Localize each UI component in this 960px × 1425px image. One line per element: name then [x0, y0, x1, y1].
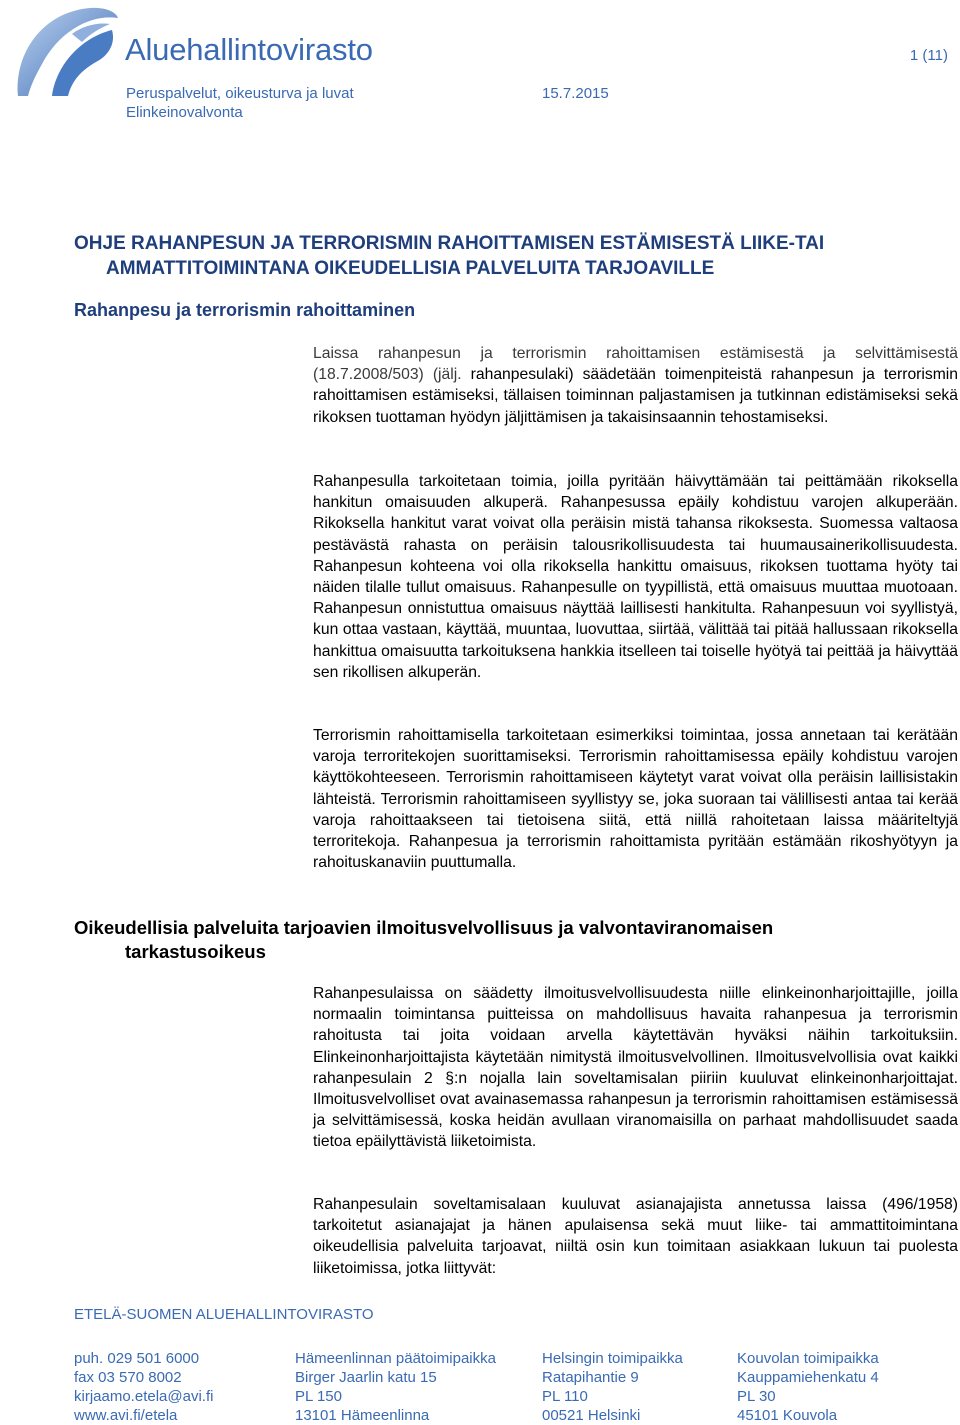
- footer-phone: puh. 029 501 6000: [74, 1350, 200, 1367]
- section2-heading-line-2: tarkastusoikeus: [125, 941, 266, 962]
- section1-paragraph-1: [313, 343, 958, 428]
- footer-contact: [74, 1349, 213, 1425]
- section2-paragraph-1: Rahanpesulaissa on säädetty ilmoitusvelvollisuudesta niille elinkeinonharjoittajille, joilla normaalin toimintansa puitteissa on mahdollisuus havaita rahanpesua ja terrorismin rahoitusta tai joita voidaan arvella käytettävän hyväksi näihin tarkoituksiin. Elinkeinonharjoittajista käytetään nimitystä ilmoitusvelvollinen. Ilmoitusvelvollisia ovat kaikki rahanpesulain 2 §:n nojalla lain soveltamisalan piiriin kuuluvat elinkeinonharjoittajat. Ilmoitusvelvolliset ovat avainasemassa rahanpesun ja terrorismin rahoittamisen estämisessä ja selvittämisessä, koska heidän avullaan viranomaisilla on parhaat mahdollisuudet saada tietoa epäilyttävistä liiketoimista.: [313, 985, 958, 1151]
- office-name: Hämeenlinnan päätoimipaikka: [295, 1350, 496, 1367]
- footer-office-hameenlinna: [295, 1349, 496, 1425]
- footer-office-kouvola: [737, 1349, 879, 1425]
- section1-heading: Rahanpesu ja terrorismin rahoittaminen: [74, 300, 416, 320]
- section2-heading: [74, 916, 894, 964]
- office-postal: 45101 Kouvola: [737, 1407, 838, 1424]
- footer-website-link[interactable]: www.avi.fi/etela: [74, 1407, 178, 1424]
- footer-fax: fax 03 570 8002: [74, 1369, 182, 1386]
- footer-office-helsinki: [542, 1349, 683, 1425]
- header-date: 15.7.2015: [542, 85, 609, 102]
- paragraph-rest: rahanpesulaki) säädetään toimenpiteistä rahanpesun ja terrorismin rahoittamisen estämiseksi, tällaisen toiminnan paljastamisen ja tutkinnan edistämiseksi sekä rikoksen tuottaman hyödyn jäljittämisen ja takaisinsaannin tehostamiseksi.: [313, 366, 958, 426]
- office-pobox: PL 30: [737, 1388, 776, 1405]
- section1-paragraph-3: Terrorismin rahoittamisella tarkoitetaan esimerkiksi toimintaa, jossa annetaan tai kerätään varoja terroritekojen suorittamiseksi. Terrorismin rahoittamisessa epäily kohdistuu varojen käyttökohteeseen. Terrorismin rahoittamiseen käytetyt varat voivat olla peräisin laillisistakin lähteistä. Terrorismin rahoittamiseen syyllistyy se, joka suoraan tai välillisesti antaa tai kerää varoja rahoittaakseen tai tietoisena siitä, että niillä rahoitetaan laissa määriteltyjä terroritekoja. Rahanpesua ja terrorismin rahoittamista pyritään estämään rikoshyötyyn ja rahoituskanaviin puuttumalla.: [313, 727, 958, 872]
- office-street: Kauppamiehenkatu 4: [737, 1369, 879, 1386]
- section2-heading-line-1: Oikeudellisia palveluita tarjoavien ilmoitusvelvollisuus ja valvontaviranomaisen: [74, 917, 774, 938]
- office-pobox: PL 150: [295, 1388, 342, 1405]
- section2-paragraph-2: Rahanpesulain soveltamisalaan kuuluvat asianajajista annetussa laissa (496/1958) tarkoitetut asianajajat ja hänen apulaisensa sekä muut liike- tai ammattitoimintana oikeudellisia palveluita tarjoavat, niiltä osin kun toimitaan asiakkaan lukuun tai puolesta liiketoimissa, jotka liittyvät:: [313, 1196, 958, 1277]
- office-street: Ratapihantie 9: [542, 1369, 639, 1386]
- office-name: Helsingin toimipaikka: [542, 1350, 683, 1367]
- footer-organization: ETELÄ-SUOMEN ALUEHALLINTOVIRASTO: [74, 1306, 374, 1323]
- office-postal: 00521 Helsinki: [542, 1407, 641, 1424]
- header-department: Peruspalvelut, oikeusturva ja luvat: [126, 85, 354, 102]
- page-number: 1 (11): [909, 47, 948, 64]
- office-street: Birger Jaarlin katu 15: [295, 1369, 437, 1386]
- office-pobox: PL 110: [542, 1388, 588, 1405]
- document-title: [74, 231, 954, 281]
- title-line-2: AMMATTITOIMINTANA OIKEUDELLISIA PALVELUITA TARJOAVILLE: [106, 258, 715, 279]
- header-unit: Elinkeinovalvonta: [126, 104, 243, 121]
- title-line-1: OHJE RAHANPESUN JA TERRORISMIN RAHOITTAMISEN ESTÄMISESTÄ LIIKE-TAI: [74, 233, 825, 254]
- office-postal: 13101 Hämeenlinna: [295, 1407, 430, 1424]
- section1-paragraph-2: Rahanpesulla tarkoitetaan toimia, joilla pyritään häivyttämään tai peittämään rikoksella hankitun omaisuuden alkuperä. Rahanpesussa epäily kohdistuu varojen alkuperään. Rikoksella hankitut varat voivat olla peräisin mistä tahansa rikoksesta. Suomessa valtaosa pestävästä rahasta on peräisin talousrikollisuudesta tai huumausainerikollisuudesta. Rahanpesun kohteena voi olla rikoksella hankittu omaisuus, rikoksen tuottama hyöty tai näiden tilalle tullut omaisuus. Rahanpesulle on tyypillistä, että omaisuus muuttaa muotoaan. Rahanpesun onnistuttua omaisuus näyttää laillisesti hankitulta. Rahanpesuun voi syyllistyä, kun ottaa vastaan, käyttää, muuntaa, luovuttaa, siirtää, välittää tai pitää hallussaan rikoksella hankittua omaisuutta tarkoituksena hankkia itselleen tai toiselle hyötyä tai peittää ja häivyttää sen rikollisen alkuperän.: [313, 473, 958, 681]
- footer-email-link[interactable]: kirjaamo.etela@avi.fi: [74, 1388, 214, 1405]
- paragraph-lead: Laissa rahanpesun ja terrorismin rahoittamisen estämisestä ja selvittämisestä (18.7.2008/503) (jälj.: [313, 345, 958, 384]
- avi-swoosh-logo-icon: [12, 4, 122, 100]
- office-name: Kouvolan toimipaikka: [737, 1350, 879, 1367]
- logo-wordmark: Aluehallintovirasto: [125, 32, 373, 67]
